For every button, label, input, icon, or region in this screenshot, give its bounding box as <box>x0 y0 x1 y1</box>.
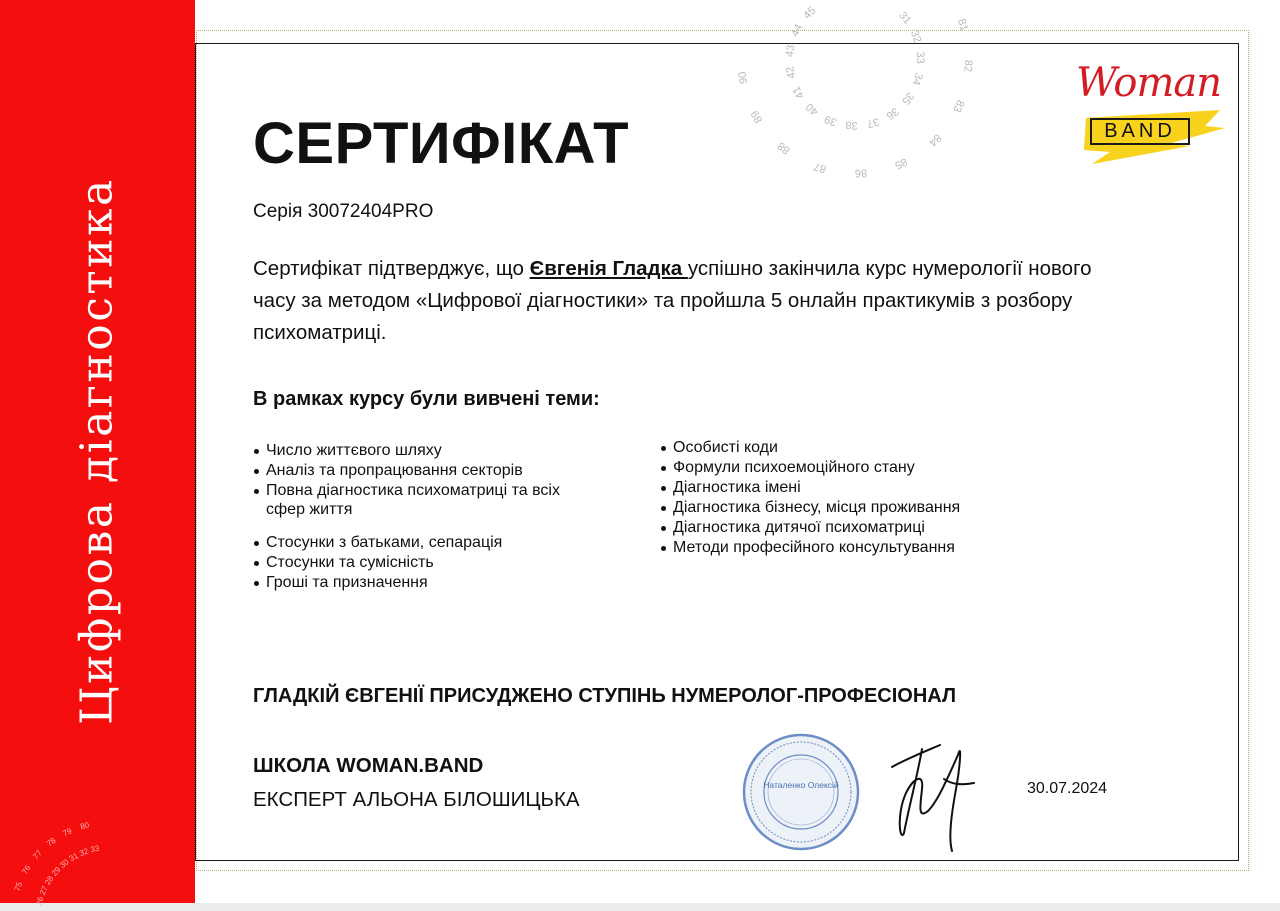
logo-script-text: Woman <box>1076 60 1222 106</box>
dial-number: 86 <box>854 166 868 180</box>
dial-number: 34 <box>909 71 925 87</box>
list-item: Методи професійного консультування <box>673 538 1073 558</box>
certificate-series: Серія 30072404PRO <box>253 201 434 222</box>
vertical-title: Цифрова діагностика <box>71 177 123 725</box>
dial-number: 29 <box>49 865 63 878</box>
list-item: Повна діагностика психоматриці та всіх сфер життя <box>266 481 596 519</box>
dial-number: 35 <box>899 89 917 107</box>
degree-statement: ГЛАДКІЙ ЄВГЕНІЇ ПРИСУДЖЕНО СТУПІНЬ НУМЕРОЛОГ-ПРОФЕСІОНАЛ <box>253 685 956 707</box>
dial-number: 80 <box>79 820 91 832</box>
dial-number: 84 <box>926 131 944 149</box>
certificate-statement <box>253 253 1113 349</box>
dial-number: 85 <box>892 155 909 172</box>
dial-number: 37 <box>865 115 881 130</box>
logo-band-text: BAND <box>1090 118 1190 145</box>
dial-number: 36 <box>883 104 901 122</box>
list-item: Формули психоемоційного стану <box>673 458 1073 478</box>
dial-number: 88 <box>775 139 793 157</box>
recipient-name: Євгенія Гладка <box>529 257 688 280</box>
decorative-number-dial-bottom <box>0 780 101 907</box>
dial-number: 76 <box>20 863 33 876</box>
list-item: Діагностика імені <box>673 478 1073 498</box>
dial-number: 39 <box>822 112 839 129</box>
dial-number: 32 <box>78 846 90 859</box>
round-stamp <box>742 733 860 851</box>
list-item: Число життєвого шляху <box>266 441 596 461</box>
dial-number: 41 <box>790 84 807 101</box>
dial-number: 28 <box>43 874 56 887</box>
dial-number: 82 <box>961 59 975 73</box>
statement-rest: успішно закінчила курс нумерології нового часу за методом «Цифрової діагностики» та пройшла 5 онлайн практикумів з розбору психоматриці. <box>253 257 1092 344</box>
dial-number: 42 <box>784 65 799 80</box>
list-item: Особисті коди <box>673 438 1073 458</box>
dial-number: 81 <box>954 17 971 33</box>
list-item: Діагностика дитячої психоматриці <box>673 518 1073 538</box>
dial-number: 43 <box>783 44 798 58</box>
dial-number: 40 <box>803 100 821 118</box>
dial-number: 33 <box>913 51 927 65</box>
woman-band-logo <box>1070 58 1228 170</box>
dial-number: 78 <box>45 835 58 849</box>
dial-number: 79 <box>61 826 74 839</box>
school-name: ШКОЛА WOMAN.BAND <box>253 754 484 777</box>
list-item: Діагностика бізнесу, місця проживання <box>673 498 1073 518</box>
dial-number: 32 <box>907 28 924 45</box>
red-side-bar <box>0 0 195 907</box>
certificate-title: СЕРТИФІКАТ <box>253 111 630 176</box>
stamp-name: Наталенко Олексій <box>763 780 839 790</box>
topics-heading: В рамках курсу були вивчені теми: <box>253 388 600 410</box>
list-item: Аналіз та пропрацювання секторів <box>266 461 596 481</box>
dial-number: 45 <box>801 4 819 22</box>
signature-icon <box>878 715 978 855</box>
dial-number: 87 <box>812 159 828 176</box>
issue-date: 30.07.2024 <box>1027 780 1108 797</box>
dial-number: 31 <box>896 9 914 27</box>
stamp-rings <box>742 733 860 851</box>
dial-number: 27 <box>37 884 50 897</box>
expert-name: ЕКСПЕРТ АЛЬОНА БІЛОШИЦЬКА <box>253 788 580 811</box>
dial-number: 38 <box>845 118 859 132</box>
dial-number: 77 <box>31 848 44 862</box>
list-item: Гроші та призначення <box>266 573 596 593</box>
decorative-number-dial <box>690 0 1010 185</box>
dial-number: 26 <box>34 895 46 907</box>
dial-number: 83 <box>950 97 967 114</box>
dial-number: 33 <box>89 843 101 855</box>
dial-number: 89 <box>748 108 766 125</box>
statement-intro: Сертифікат підтверджує, що <box>253 257 530 280</box>
dial-number: 30 <box>58 857 71 870</box>
dial-number: 90 <box>736 70 751 85</box>
list-item: Стосунки та сумісність <box>266 553 596 573</box>
dial-number: 31 <box>67 851 80 864</box>
list-item: Стосунки з батьками, сепарація <box>266 533 596 553</box>
dial-number: 75 <box>12 880 25 893</box>
dial-number: 44 <box>789 22 806 39</box>
topics-list-left <box>253 441 596 593</box>
topics-list-right <box>660 438 1073 558</box>
